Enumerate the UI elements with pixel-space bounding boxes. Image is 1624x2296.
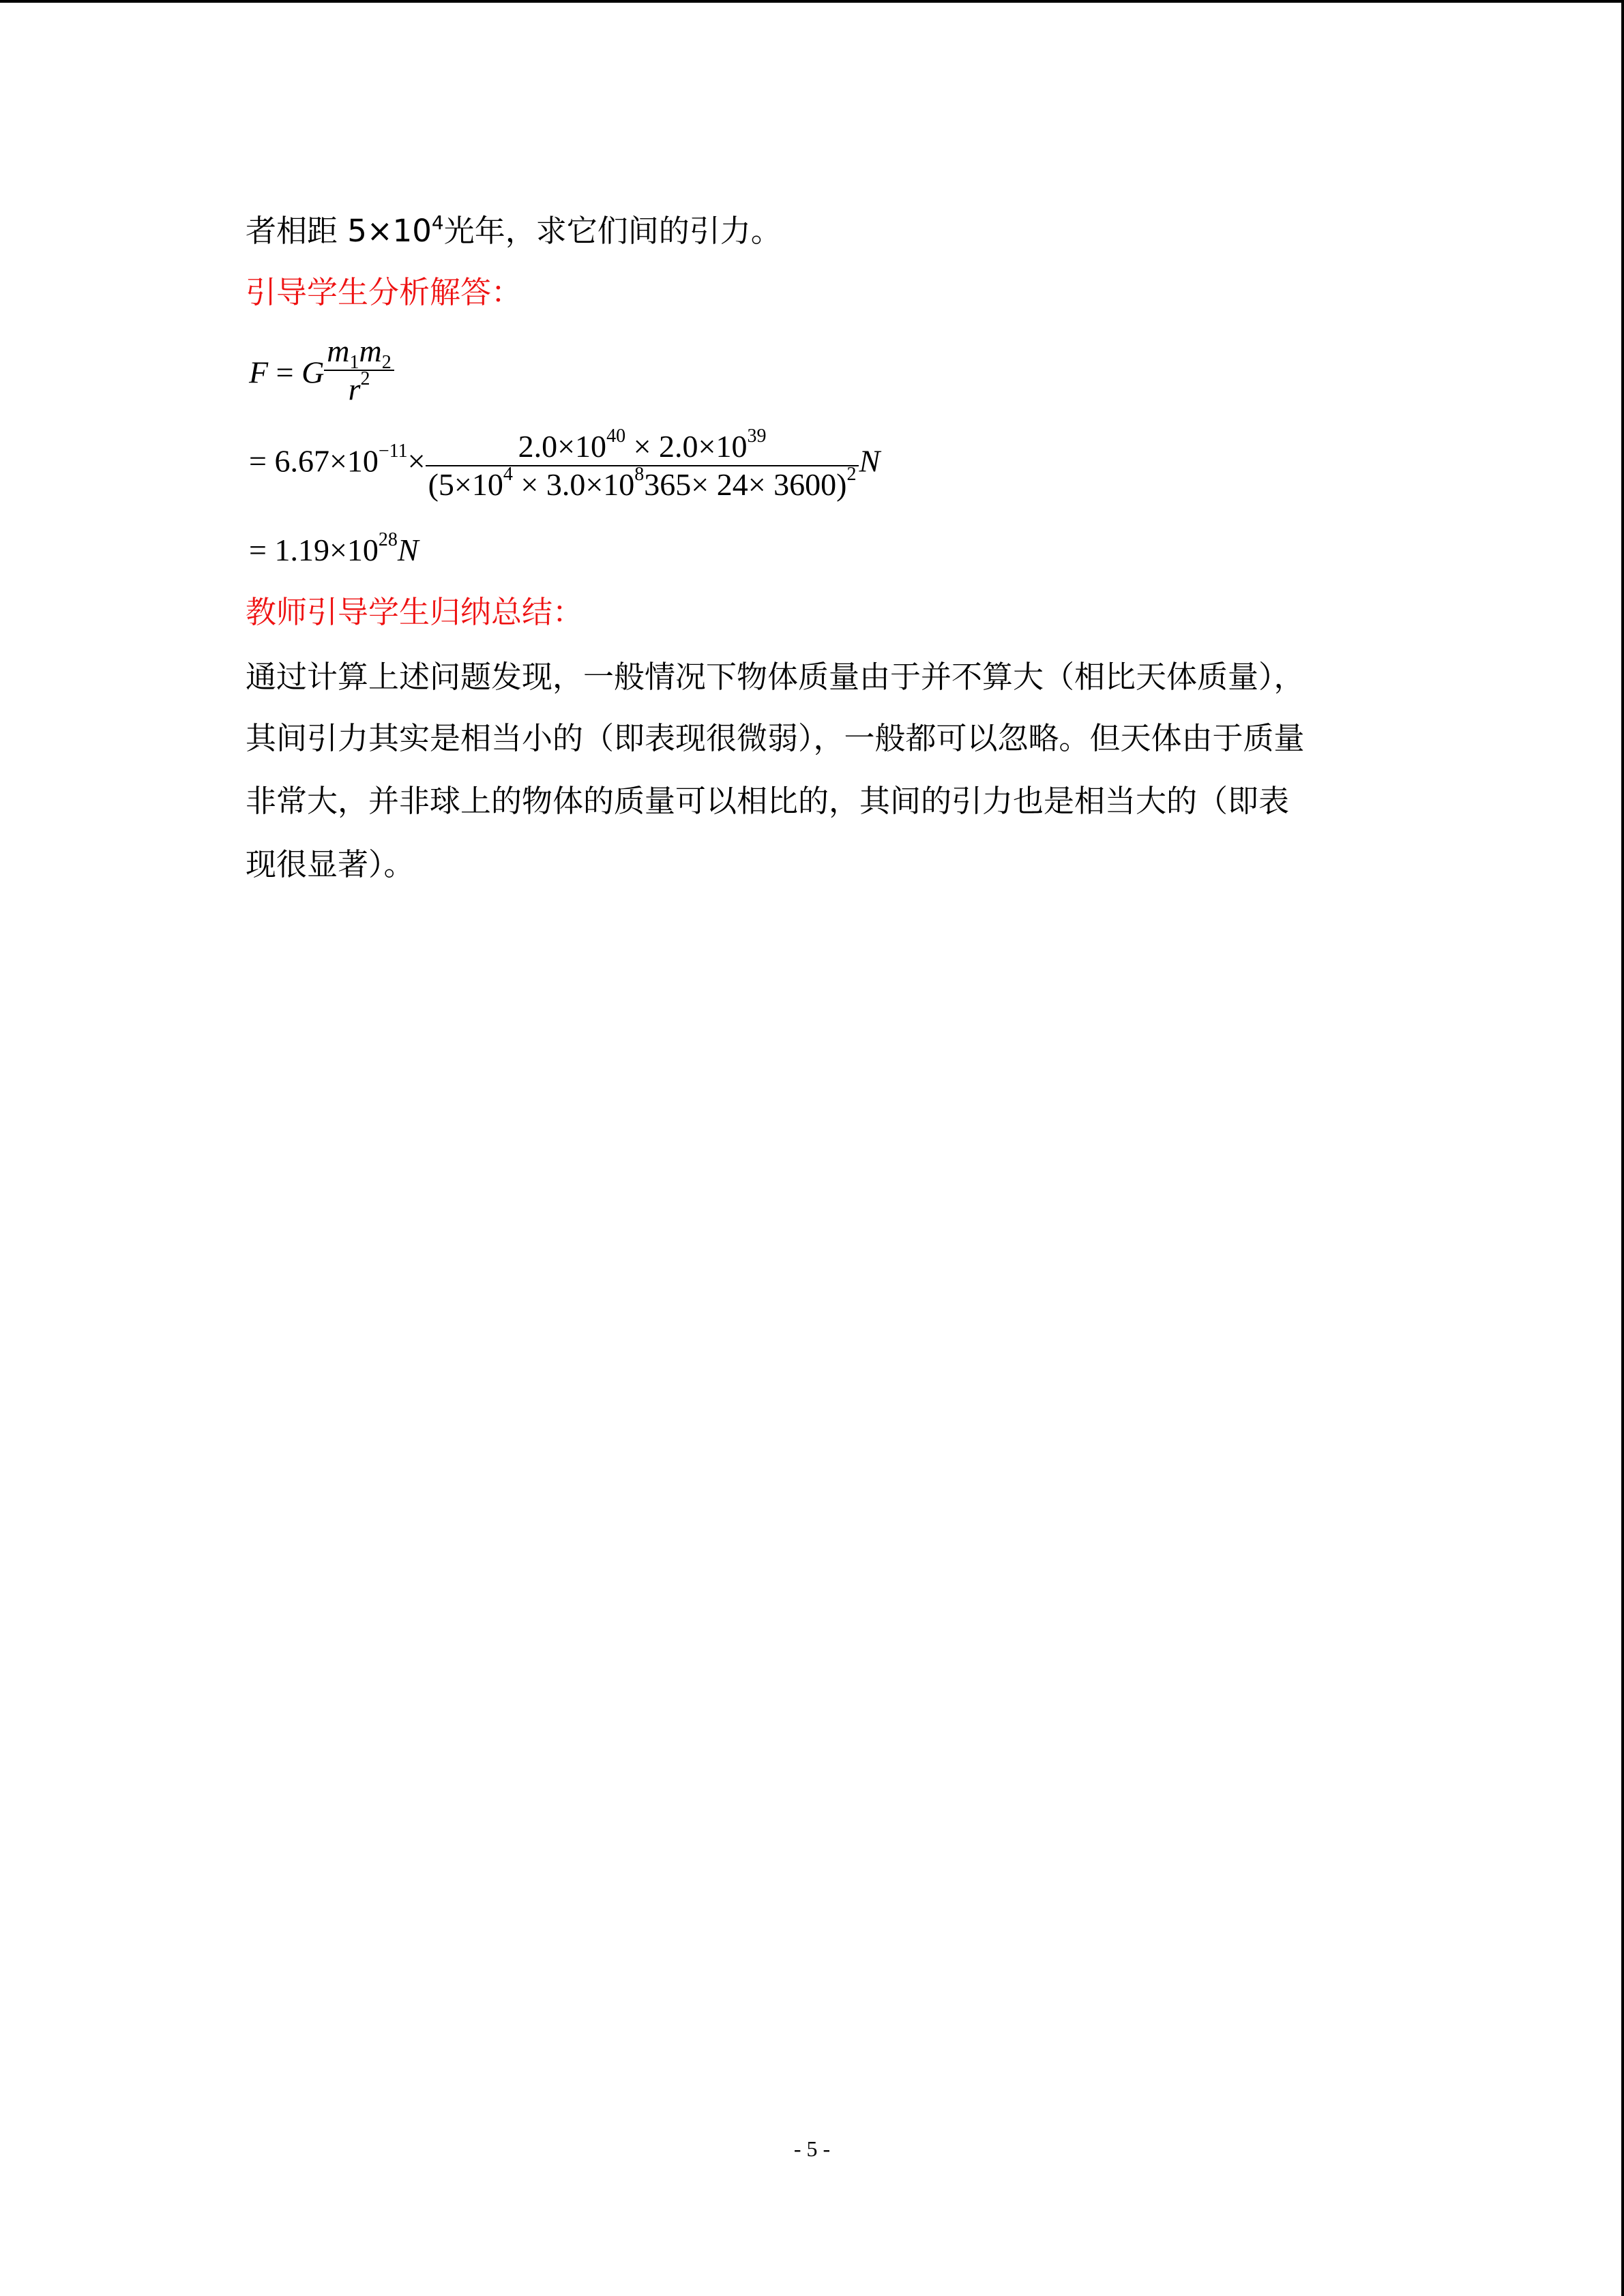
problem-text-line xyxy=(246,211,782,249)
denominator-part-a: (5×10 xyxy=(428,467,503,502)
formula-line-2 xyxy=(249,426,881,502)
formula-numerator-masses xyxy=(324,333,394,373)
page-number: - 5 - xyxy=(793,2136,831,2161)
subscript-2: 2 xyxy=(381,352,392,373)
unit-newton: N xyxy=(859,443,881,479)
numerator-part-b: × 2.0×10 xyxy=(625,429,748,464)
heading-summary: 教师引导学生归纳总结： xyxy=(246,594,584,630)
problem-text-exponent: 4 xyxy=(431,211,444,234)
page-border-right xyxy=(1621,0,1624,2296)
page-border-top xyxy=(0,0,1624,3)
numerator-exp-b: 39 xyxy=(747,426,767,447)
summary-paragraph-line-1: 通过计算上述问题发现，一般情况下物体质量由于并不算大（相比天体质量）， xyxy=(246,659,1305,695)
numerator-exp-a: 40 xyxy=(606,426,626,447)
formula-denominator-r xyxy=(324,368,394,406)
mass-symbol: m xyxy=(359,333,382,368)
denominator-part-b: × 3.0×10 xyxy=(512,467,635,502)
exponent-2: 2 xyxy=(360,368,370,389)
formula-big-numerator xyxy=(426,426,859,464)
summary-paragraph-line-4: 现很显著）。 xyxy=(246,846,415,882)
formula-line-1 xyxy=(249,333,394,411)
summary-paragraph-line-2: 其间引力其实是相当小的（即表现很微弱），一般都可以忽略。但天体由于质量 xyxy=(246,720,1305,756)
formula-big-fraction xyxy=(426,426,859,502)
formula-equals: = xyxy=(276,355,294,390)
heading-analysis: 引导学生分析解答： xyxy=(246,274,522,310)
formula-line2-exp: −11 xyxy=(378,440,408,462)
formula-line2-lead: = 6.67×10 xyxy=(249,443,379,479)
formula-line3-lead: = 1.19×10 xyxy=(249,533,379,567)
formula-big-denominator xyxy=(426,464,859,502)
formula-fraction-mass-over-r xyxy=(324,333,394,406)
problem-text-prefix: 者相距 5×10 xyxy=(246,213,432,249)
unit-newton: N xyxy=(397,533,419,567)
formula-force-symbol: F xyxy=(249,355,269,390)
times-sign: × xyxy=(407,443,426,479)
mass-symbol: m xyxy=(327,333,350,368)
distance-symbol: r xyxy=(348,372,361,406)
formula-gravity-constant-symbol: G xyxy=(301,355,325,390)
denominator-exp-b: 8 xyxy=(634,464,645,485)
problem-text-suffix: 光年，求它们间的引力。 xyxy=(443,213,782,249)
formula-line-3 xyxy=(249,529,419,567)
formula-line3-exp: 28 xyxy=(378,529,398,550)
denominator-part-c: 365× 24× 3600) xyxy=(644,467,847,502)
subscript-1: 1 xyxy=(349,352,359,373)
denominator-exp-c: 2 xyxy=(846,464,857,485)
denominator-exp-a: 4 xyxy=(503,464,513,485)
numerator-part-a: 2.0×10 xyxy=(518,429,607,464)
summary-paragraph-line-3: 非常大，并非球上的物体的质量可以相比的，其间的引力也是相当大的（即表 xyxy=(246,783,1290,819)
